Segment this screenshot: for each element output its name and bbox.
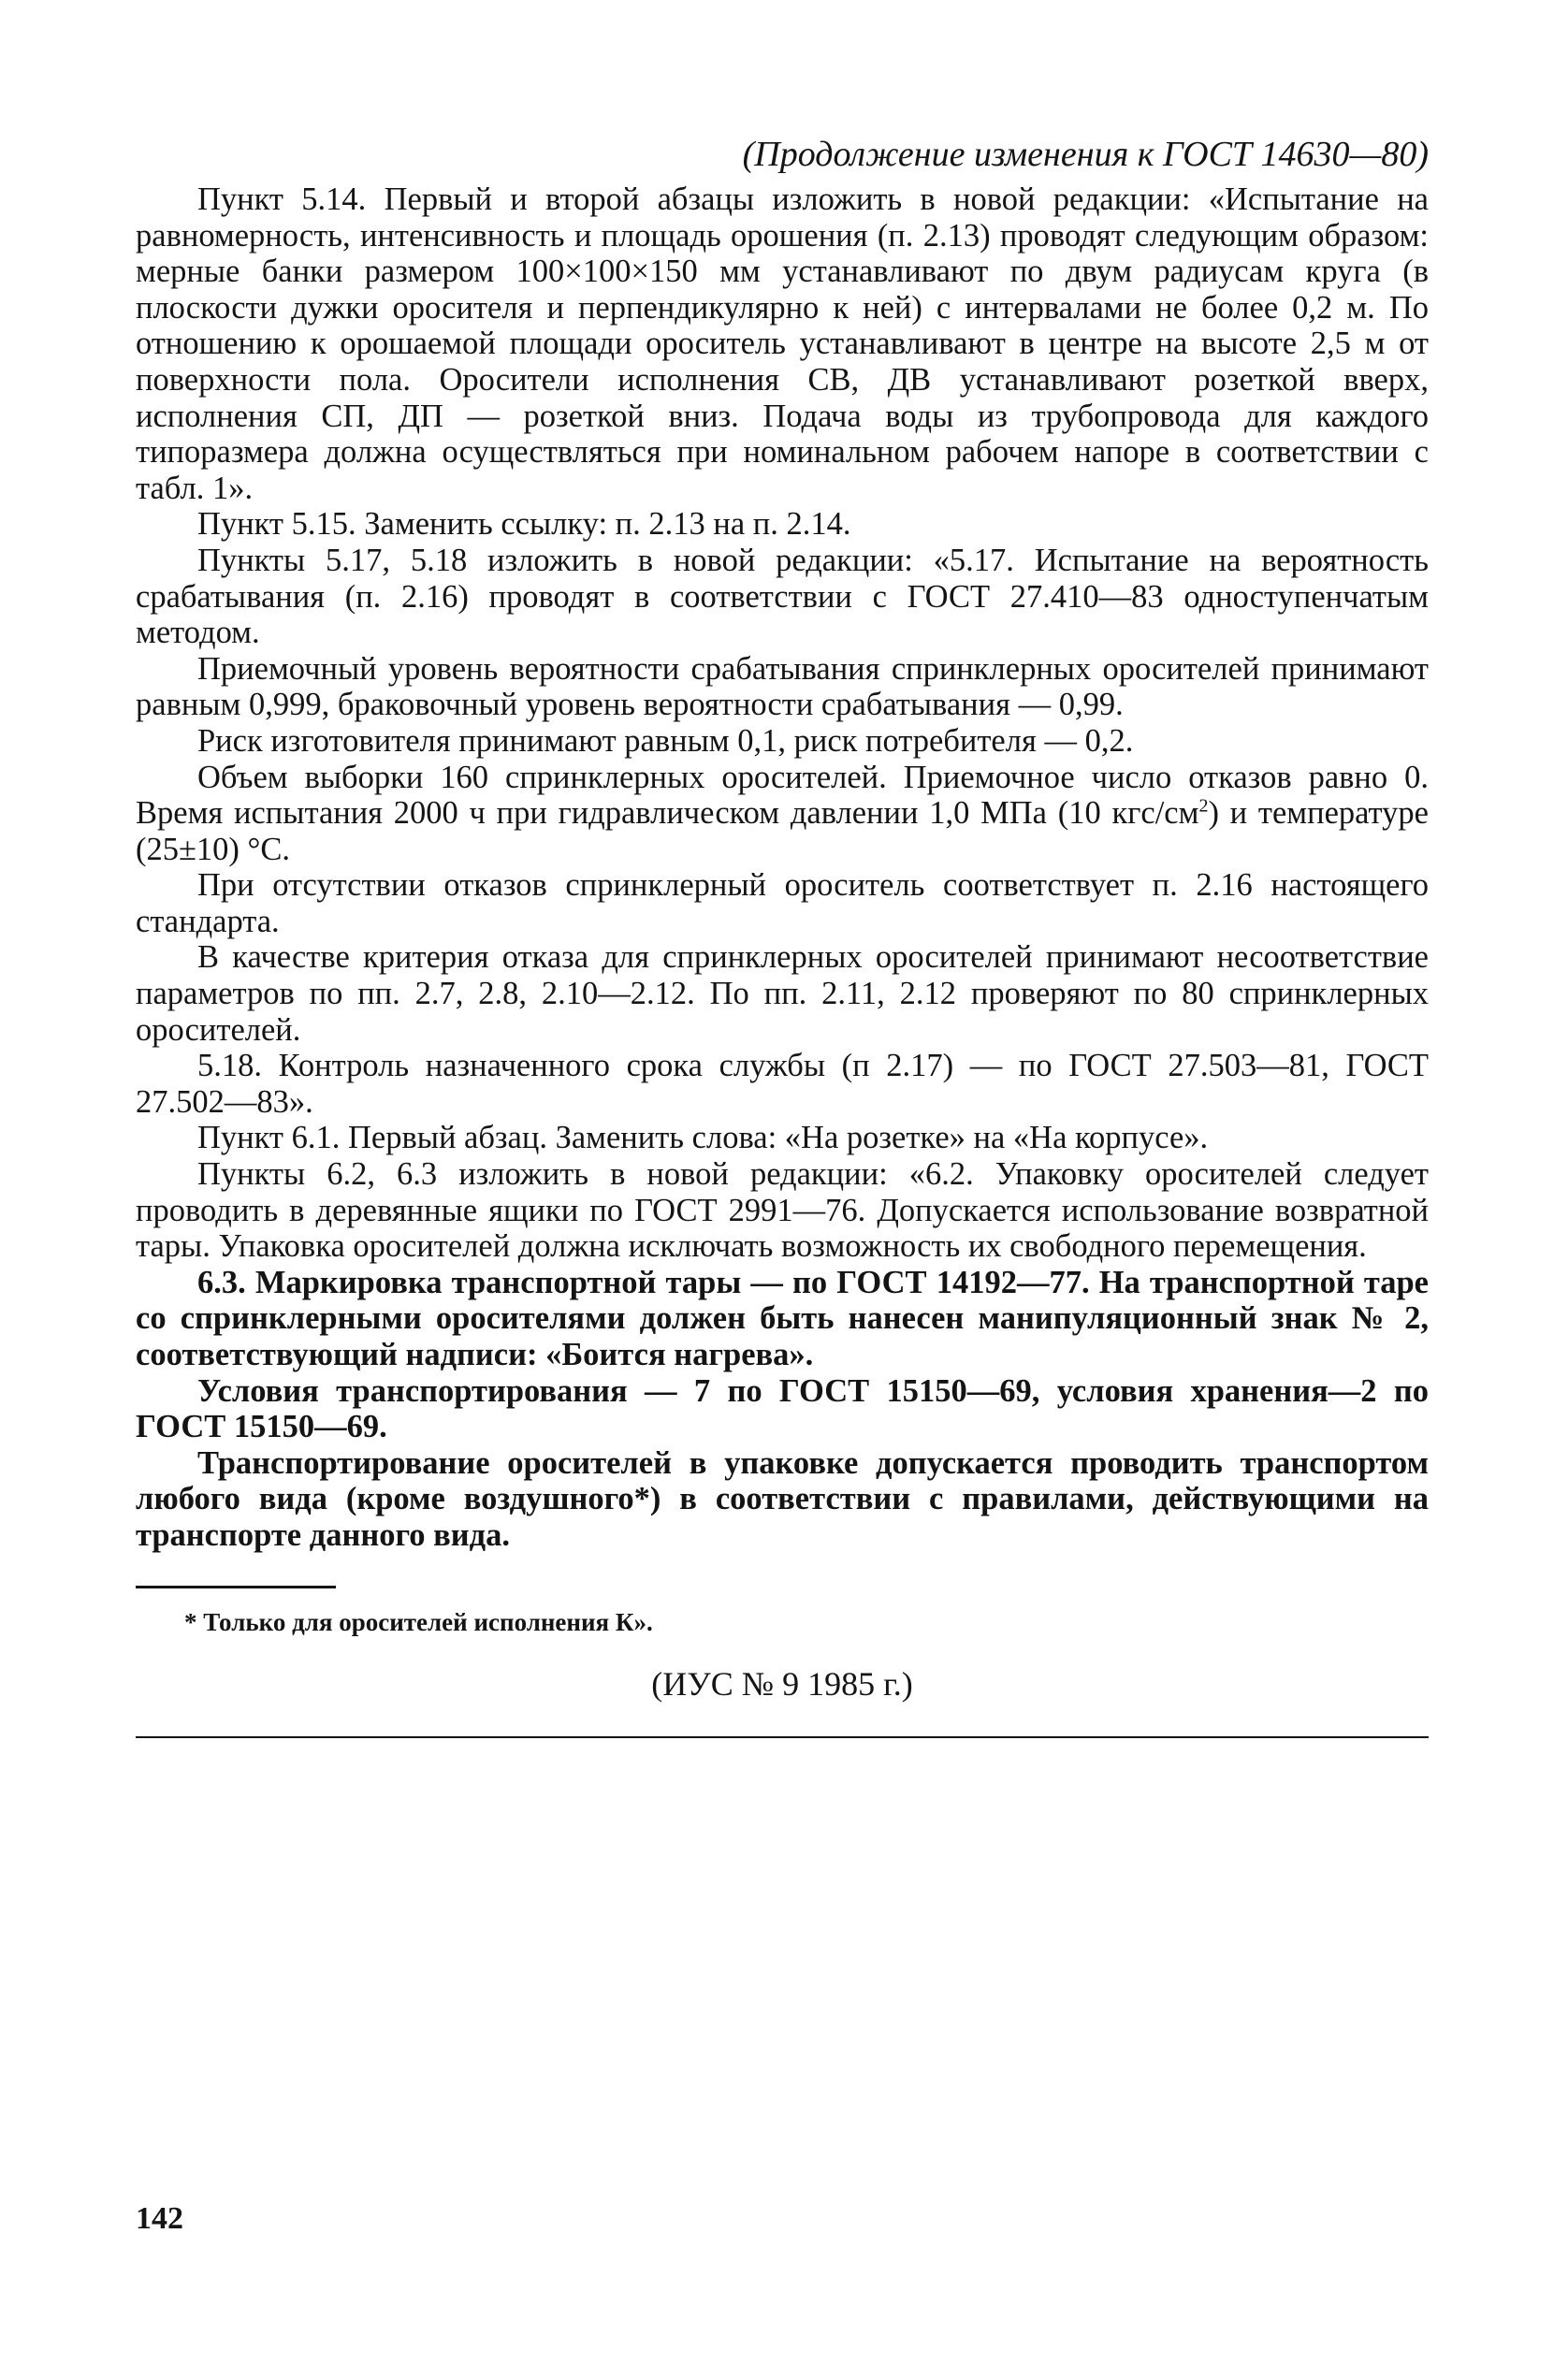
paragraph-item-5-18: 5.18. Контроль назначенного срока службы (п 2.17) — по ГОСТ 27.503—81, ГОСТ 27.502—83». (136, 1048, 1429, 1120)
running-header: (Продолжение изменения к ГОСТ 14630—80) (742, 135, 1429, 174)
sample-size-text: Объем выборки 160 спринклерных оросителей. Приемочное число отказов равно 0. Время испытания 2000 ч при гидравлическом давлении 1,0 МПа (136, 759, 1429, 832)
paragraph-item-6-3: 6.3. Маркировка транспортной тары — по ГОСТ 14192—77. На транспортной таре со спринклерными оросителями должен быть нанесен манипуляционный знак № 2, соответствующий надписи: «Боится нагрева». (136, 1264, 1429, 1372)
page-number: 142 (136, 2201, 183, 2236)
paragraph-acceptance-level: Приемочный уровень вероятности срабатывания спринклерных оросителей принимают равным 0,999, браковочный уровень вероятности срабатывания — 0,99. (136, 650, 1429, 723)
pressure-units-before: (10 кгс/см (1057, 795, 1199, 832)
pressure-units-superscript: 2 (1198, 795, 1209, 817)
footnote: * Только для оросителей исполнения К». (184, 1607, 653, 1636)
document-page (136, 131, 1429, 1738)
pressure-units-after: ) и температуре (25±10) °С. (136, 795, 1429, 867)
paragraph-items-6-2-6-3: Пункты 6.2, 6.3 изложить в новой редакции: «6.2. Упаковку оросителей следует проводить в деревянные ящики по ГОСТ 2991—76. Допускается использование возвратной тары. Упаковка оросителей должна исключать возможность их свободного перемещения. (136, 1156, 1429, 1265)
bottom-divider (136, 1736, 1429, 1738)
paragraph-transport-conditions: Условия транспортирования — 7 по ГОСТ 15150—69, условия хранения—2 по ГОСТ 15150—69. (136, 1372, 1429, 1445)
paragraph-transportation: Транспортирование оросителей в упаковке допускается проводить транспортом любого вида (кроме воздушного*) в соответствии с правилами, действующими на транспорте данного вида. (136, 1444, 1429, 1553)
body-text (136, 181, 1429, 1554)
footnote-divider (136, 1586, 336, 1588)
paragraph-items-5-17-5-18: Пункты 5.17, 5.18 изложить в новой редакции: «5.17. Испытание на вероятность срабатывания (п. 2.16) проводят в соответствии с ГОСТ 27.410—83 одноступенчатым методом. (136, 542, 1429, 651)
paragraph-sample-size (136, 760, 1429, 868)
paragraph-item-6-1: Пункт 6.1. Первый абзац. Заменить слова: «На розетке» на «На корпусе». (197, 1120, 1209, 1156)
paragraph-no-failures: При отсутствии отказов спринклерный ороситель соответствует п. 2.16 настоящего стандарта. (136, 867, 1429, 939)
paragraph-risk: Риск изготовителя принимают равным 0,1, риск потребителя — 0,2. (197, 722, 1134, 759)
paragraph-item-5-15: Пункт 5.15. Заменить ссылку: п. 2.13 на п. 2.14. (197, 506, 851, 543)
paragraph-item-5-14: Пункт 5.14. Первый и второй абзацы изложить в новой редакции: «Испытание на равномерность, интенсивность и площадь орошения (п. 2.13) проводят следующим образом: мерные банки размером 100×100×150 мм устанавливают по двум радиусам круга (в плоскости дужки оросителя и перпендикулярно к ней) с интервалами не более 0,2 м. По отношению к орошаемой площади ороситель устанавливают в центре на высоте 2,5 м от поверхности пола. Оросители исполнения СВ, ДВ устанавливают розеткой вверх, исполнения СП, ДП — розеткой вниз. Подача воды из трубопровода для каждого типоразмера должна осуществляться при номинальном рабочем напоре в соответствии с табл. 1». (136, 181, 1429, 506)
source-note: (ИУС № 9 1985 г.) (651, 1664, 913, 1703)
paragraph-failure-criterion: В качестве критерия отказа для спринклерных оросителей принимают несоответствие параметров по пп. 2.7, 2.8, 2.10—2.12. По пп. 2.11, 2.12 проверяют по 80 спринклерных оросителей. (136, 939, 1429, 1048)
